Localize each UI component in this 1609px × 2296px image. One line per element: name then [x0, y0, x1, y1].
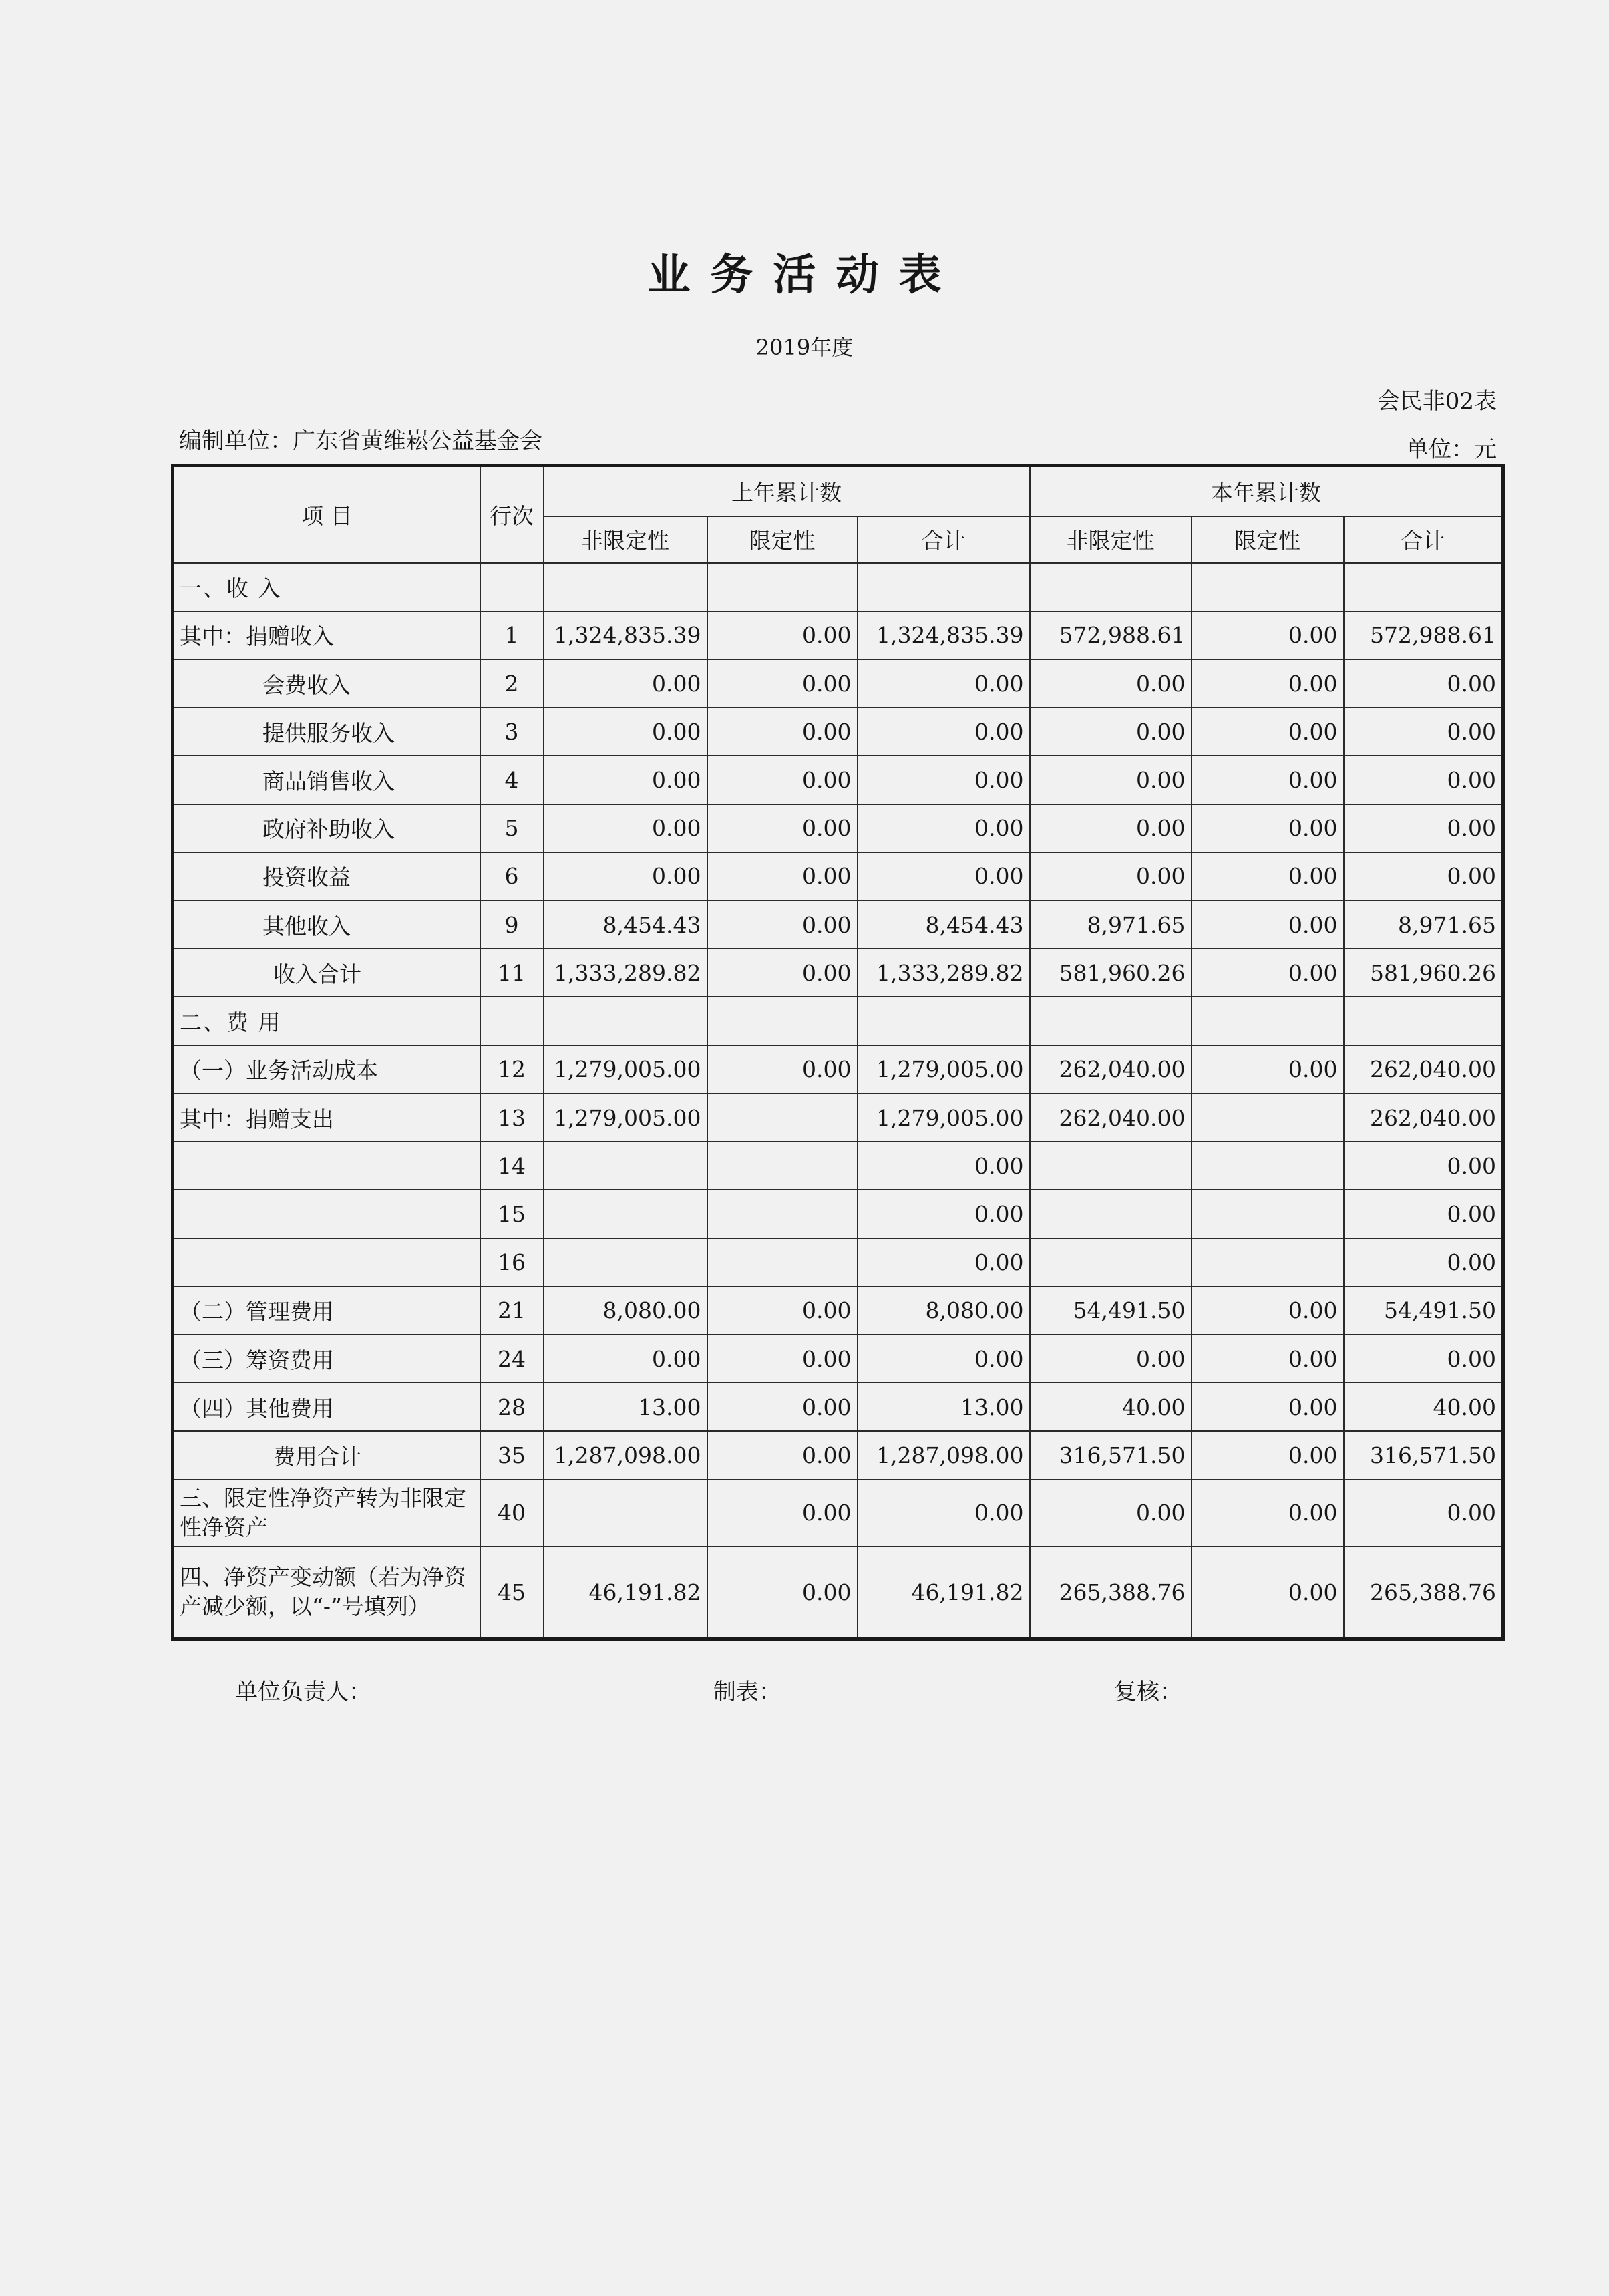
value-cell-last-total: 46,191.82: [858, 1546, 1030, 1639]
value-cell-this-total: 40.00: [1344, 1383, 1503, 1431]
item-cell: 其中：捐赠支出: [173, 1094, 480, 1142]
item-cell: （四）其他费用: [173, 1383, 480, 1431]
table-row: [173, 659, 1503, 707]
item-cell: 三、限定性净资产转为非限定性净资产: [173, 1480, 480, 1546]
value-cell-last-restricted: 0.00: [707, 852, 858, 900]
value-cell-this-total: 0.00: [1344, 804, 1503, 852]
value-cell-last-unrestricted: 1,333,289.82: [544, 949, 707, 997]
value-cell-last-unrestricted: 1,287,098.00: [544, 1431, 707, 1479]
value-cell-last-total: 0.00: [858, 1480, 1030, 1546]
form-code: 会民非02表: [1377, 388, 1497, 415]
sign-reviewer: 复核：: [1114, 1679, 1182, 1705]
value-cell-this-restricted: 0.00: [1192, 852, 1344, 900]
table-row: [173, 563, 1503, 611]
value-cell-this-restricted: 0.00: [1192, 1480, 1344, 1546]
table-row: [173, 804, 1503, 852]
row-number-cell: 5: [480, 804, 544, 852]
value-cell-this-unrestricted: 0.00: [1030, 852, 1192, 900]
table-row: [173, 1335, 1503, 1383]
value-cell-this-restricted: [1192, 563, 1344, 611]
value-cell-last-restricted: 0.00: [707, 804, 858, 852]
value-cell-this-restricted: 0.00: [1192, 1287, 1344, 1335]
row-number-cell: 3: [480, 707, 544, 756]
value-cell-last-total: 1,287,098.00: [858, 1431, 1030, 1479]
value-cell-this-total: 0.00: [1344, 852, 1503, 900]
row-number-cell: 35: [480, 1431, 544, 1479]
table-row: [173, 852, 1503, 900]
item-cell: （一）业务活动成本: [173, 1045, 480, 1094]
table-row: [173, 1239, 1503, 1287]
row-number-cell: 14: [480, 1142, 544, 1190]
item-cell: 提供服务收入: [173, 707, 480, 756]
item-cell: 其他收入: [173, 900, 480, 949]
value-cell-last-restricted: 0.00: [707, 611, 858, 659]
value-cell-last-restricted: [707, 1142, 858, 1190]
value-cell-last-unrestricted: [544, 1480, 707, 1546]
value-cell-last-total: 8,454.43: [858, 900, 1030, 949]
value-cell-last-total: 1,279,005.00: [858, 1094, 1030, 1142]
value-cell-this-unrestricted: [1030, 1190, 1192, 1238]
table-row: [173, 1546, 1503, 1639]
value-cell-last-restricted: 0.00: [707, 1480, 858, 1546]
sign-unit-head: 单位负责人：: [235, 1679, 371, 1705]
value-cell-this-unrestricted: 0.00: [1030, 804, 1192, 852]
value-cell-last-restricted: 0.00: [707, 1335, 858, 1383]
value-cell-last-total: 0.00: [858, 707, 1030, 756]
value-cell-this-restricted: 0.00: [1192, 707, 1344, 756]
header-last-total: 合计: [858, 516, 1030, 563]
value-cell-this-total: 0.00: [1344, 756, 1503, 804]
value-cell-this-total: 0.00: [1344, 659, 1503, 707]
value-cell-last-total: 8,080.00: [858, 1287, 1030, 1335]
value-cell-last-restricted: 0.00: [707, 1546, 858, 1639]
value-cell-last-unrestricted: 0.00: [544, 707, 707, 756]
value-cell-this-unrestricted: 8,971.65: [1030, 900, 1192, 949]
row-number-cell: 24: [480, 1335, 544, 1383]
header-item: 项 目: [173, 466, 480, 563]
value-cell-this-total: 572,988.61: [1344, 611, 1503, 659]
value-cell-this-total: 262,040.00: [1344, 1094, 1503, 1142]
row-number-cell: 28: [480, 1383, 544, 1431]
table-row: [173, 1045, 1503, 1094]
currency-unit: 单位：元: [1406, 436, 1497, 463]
header-this-unrestricted: 非限定性: [1030, 516, 1192, 563]
value-cell-last-restricted: 0.00: [707, 1045, 858, 1094]
value-cell-this-total: 316,571.50: [1344, 1431, 1503, 1479]
table-row: [173, 756, 1503, 804]
value-cell-last-total: 0.00: [858, 804, 1030, 852]
header-this-restricted: 限定性: [1192, 516, 1344, 563]
item-cell: 商品销售收入: [173, 756, 480, 804]
header-this-year: 本年累计数: [1030, 466, 1503, 516]
value-cell-last-restricted: 0.00: [707, 900, 858, 949]
item-cell: [173, 1190, 480, 1238]
value-cell-last-total: 13.00: [858, 1383, 1030, 1431]
table-row: [173, 949, 1503, 997]
table-row: [173, 1383, 1503, 1431]
value-cell-last-restricted: [707, 1094, 858, 1142]
item-cell: 会费收入: [173, 659, 480, 707]
value-cell-last-total: [858, 997, 1030, 1045]
item-cell: [173, 1142, 480, 1190]
row-number-cell: 11: [480, 949, 544, 997]
reporting-org: 编制单位：广东省黄维崧公益基金会: [179, 428, 542, 454]
row-number-cell: 4: [480, 756, 544, 804]
item-cell: 其中：捐赠收入: [173, 611, 480, 659]
value-cell-this-restricted: 0.00: [1192, 1546, 1344, 1639]
row-number-cell: 15: [480, 1190, 544, 1238]
table-row: [173, 1287, 1503, 1335]
value-cell-this-unrestricted: 581,960.26: [1030, 949, 1192, 997]
value-cell-last-total: 0.00: [858, 1190, 1030, 1238]
value-cell-this-restricted: [1192, 1094, 1344, 1142]
item-cell: （三）筹资费用: [173, 1335, 480, 1383]
value-cell-this-unrestricted: [1030, 997, 1192, 1045]
item-cell: 费用合计: [173, 1431, 480, 1479]
value-cell-last-total: 0.00: [858, 1239, 1030, 1287]
sign-preparer: 制表：: [713, 1679, 781, 1705]
value-cell-this-restricted: 0.00: [1192, 756, 1344, 804]
value-cell-this-total: 0.00: [1344, 1239, 1503, 1287]
value-cell-this-total: [1344, 563, 1503, 611]
value-cell-last-unrestricted: 0.00: [544, 804, 707, 852]
value-cell-last-unrestricted: [544, 1239, 707, 1287]
row-number-cell: [480, 997, 544, 1045]
value-cell-this-unrestricted: 54,491.50: [1030, 1287, 1192, 1335]
value-cell-this-restricted: 0.00: [1192, 1045, 1344, 1094]
value-cell-last-unrestricted: 1,324,835.39: [544, 611, 707, 659]
value-cell-last-unrestricted: 0.00: [544, 1335, 707, 1383]
value-cell-last-restricted: 0.00: [707, 1383, 858, 1431]
item-cell: 二、费 用: [173, 997, 480, 1045]
value-cell-this-restricted: 0.00: [1192, 900, 1344, 949]
header-this-total: 合计: [1344, 516, 1503, 563]
value-cell-last-unrestricted: 8,080.00: [544, 1287, 707, 1335]
value-cell-this-restricted: 0.00: [1192, 804, 1344, 852]
value-cell-this-restricted: 0.00: [1192, 1431, 1344, 1479]
activity-table: [171, 464, 1505, 1641]
value-cell-last-unrestricted: [544, 1190, 707, 1238]
row-number-cell: 9: [480, 900, 544, 949]
value-cell-this-restricted: [1192, 1190, 1344, 1238]
report-title: 业务活动表: [647, 251, 962, 300]
value-cell-this-restricted: 0.00: [1192, 659, 1344, 707]
value-cell-this-restricted: [1192, 1239, 1344, 1287]
row-number-cell: 21: [480, 1287, 544, 1335]
value-cell-last-unrestricted: 0.00: [544, 659, 707, 707]
value-cell-last-unrestricted: 0.00: [544, 756, 707, 804]
table-row: [173, 1431, 1503, 1479]
value-cell-this-total: 0.00: [1344, 1335, 1503, 1383]
table-row: [173, 707, 1503, 756]
value-cell-last-restricted: 0.00: [707, 659, 858, 707]
value-cell-last-restricted: 0.00: [707, 756, 858, 804]
value-cell-last-restricted: [707, 1190, 858, 1238]
value-cell-this-total: 0.00: [1344, 1142, 1503, 1190]
value-cell-last-restricted: 0.00: [707, 1287, 858, 1335]
value-cell-this-unrestricted: 0.00: [1030, 659, 1192, 707]
value-cell-this-unrestricted: 262,040.00: [1030, 1045, 1192, 1094]
value-cell-this-total: 0.00: [1344, 1480, 1503, 1546]
header-last-restricted: 限定性: [707, 516, 858, 563]
value-cell-this-unrestricted: 265,388.76: [1030, 1546, 1192, 1639]
value-cell-this-unrestricted: 40.00: [1030, 1383, 1192, 1431]
value-cell-last-total: 0.00: [858, 852, 1030, 900]
table-row: [173, 997, 1503, 1045]
row-number-cell: 1: [480, 611, 544, 659]
value-cell-this-total: 8,971.65: [1344, 900, 1503, 949]
value-cell-this-restricted: 0.00: [1192, 1335, 1344, 1383]
table-row: [173, 900, 1503, 949]
row-number-cell: 13: [480, 1094, 544, 1142]
value-cell-last-unrestricted: 13.00: [544, 1383, 707, 1431]
row-number-cell: 6: [480, 852, 544, 900]
item-cell: [173, 1239, 480, 1287]
value-cell-this-total: 54,491.50: [1344, 1287, 1503, 1335]
value-cell-this-unrestricted: 0.00: [1030, 1335, 1192, 1383]
value-cell-last-total: 0.00: [858, 756, 1030, 804]
value-cell-this-restricted: 0.00: [1192, 1383, 1344, 1431]
value-cell-last-restricted: [707, 1239, 858, 1287]
report-year: 2019年度: [755, 335, 854, 360]
table-row: [173, 611, 1503, 659]
value-cell-this-unrestricted: 572,988.61: [1030, 611, 1192, 659]
value-cell-last-total: 1,324,835.39: [858, 611, 1030, 659]
value-cell-this-restricted: [1192, 1142, 1344, 1190]
item-cell: 政府补助收入: [173, 804, 480, 852]
value-cell-last-total: 1,279,005.00: [858, 1045, 1030, 1094]
value-cell-this-unrestricted: [1030, 1239, 1192, 1287]
value-cell-last-unrestricted: 0.00: [544, 852, 707, 900]
table-row: [173, 1190, 1503, 1238]
item-cell: 一、收 入: [173, 563, 480, 611]
value-cell-last-total: 0.00: [858, 1142, 1030, 1190]
item-cell: 收入合计: [173, 949, 480, 997]
value-cell-this-unrestricted: [1030, 563, 1192, 611]
value-cell-last-restricted: [707, 563, 858, 611]
value-cell-last-unrestricted: [544, 1142, 707, 1190]
value-cell-this-total: 262,040.00: [1344, 1045, 1503, 1094]
value-cell-this-total: 265,388.76: [1344, 1546, 1503, 1639]
value-cell-this-total: 581,960.26: [1344, 949, 1503, 997]
value-cell-last-restricted: 0.00: [707, 1431, 858, 1479]
value-cell-last-unrestricted: [544, 997, 707, 1045]
table-row: [173, 1480, 1503, 1546]
value-cell-last-unrestricted: 1,279,005.00: [544, 1094, 707, 1142]
header-last-year: 上年累计数: [544, 466, 1030, 516]
value-cell-this-unrestricted: 262,040.00: [1030, 1094, 1192, 1142]
value-cell-last-unrestricted: 1,279,005.00: [544, 1045, 707, 1094]
row-number-cell: [480, 563, 544, 611]
row-number-cell: 12: [480, 1045, 544, 1094]
table-row: [173, 1142, 1503, 1190]
value-cell-this-total: 0.00: [1344, 707, 1503, 756]
value-cell-this-total: 0.00: [1344, 1190, 1503, 1238]
value-cell-this-total: [1344, 997, 1503, 1045]
item-cell: （二）管理费用: [173, 1287, 480, 1335]
value-cell-last-total: 0.00: [858, 1335, 1030, 1383]
value-cell-this-unrestricted: 0.00: [1030, 707, 1192, 756]
value-cell-this-restricted: 0.00: [1192, 611, 1344, 659]
row-number-cell: 16: [480, 1239, 544, 1287]
header-row-no: 行次: [480, 466, 544, 563]
value-cell-last-unrestricted: [544, 563, 707, 611]
value-cell-this-unrestricted: 316,571.50: [1030, 1431, 1192, 1479]
value-cell-last-unrestricted: 8,454.43: [544, 900, 707, 949]
value-cell-last-restricted: 0.00: [707, 707, 858, 756]
value-cell-last-unrestricted: 46,191.82: [544, 1546, 707, 1639]
header-last-unrestricted: 非限定性: [544, 516, 707, 563]
value-cell-this-restricted: 0.00: [1192, 949, 1344, 997]
value-cell-last-restricted: [707, 997, 858, 1045]
item-cell: 投资收益: [173, 852, 480, 900]
row-number-cell: 40: [480, 1480, 544, 1546]
value-cell-last-total: 0.00: [858, 659, 1030, 707]
value-cell-this-unrestricted: 0.00: [1030, 1480, 1192, 1546]
table-row: [173, 1094, 1503, 1142]
item-cell: 四、净资产变动额（若为净资产减少额，以“-”号填列）: [173, 1546, 480, 1639]
value-cell-last-restricted: 0.00: [707, 949, 858, 997]
value-cell-this-unrestricted: [1030, 1142, 1192, 1190]
row-number-cell: 45: [480, 1546, 544, 1639]
value-cell-last-total: [858, 563, 1030, 611]
value-cell-last-total: 1,333,289.82: [858, 949, 1030, 997]
value-cell-this-unrestricted: 0.00: [1030, 756, 1192, 804]
row-number-cell: 2: [480, 659, 544, 707]
value-cell-this-restricted: [1192, 997, 1344, 1045]
